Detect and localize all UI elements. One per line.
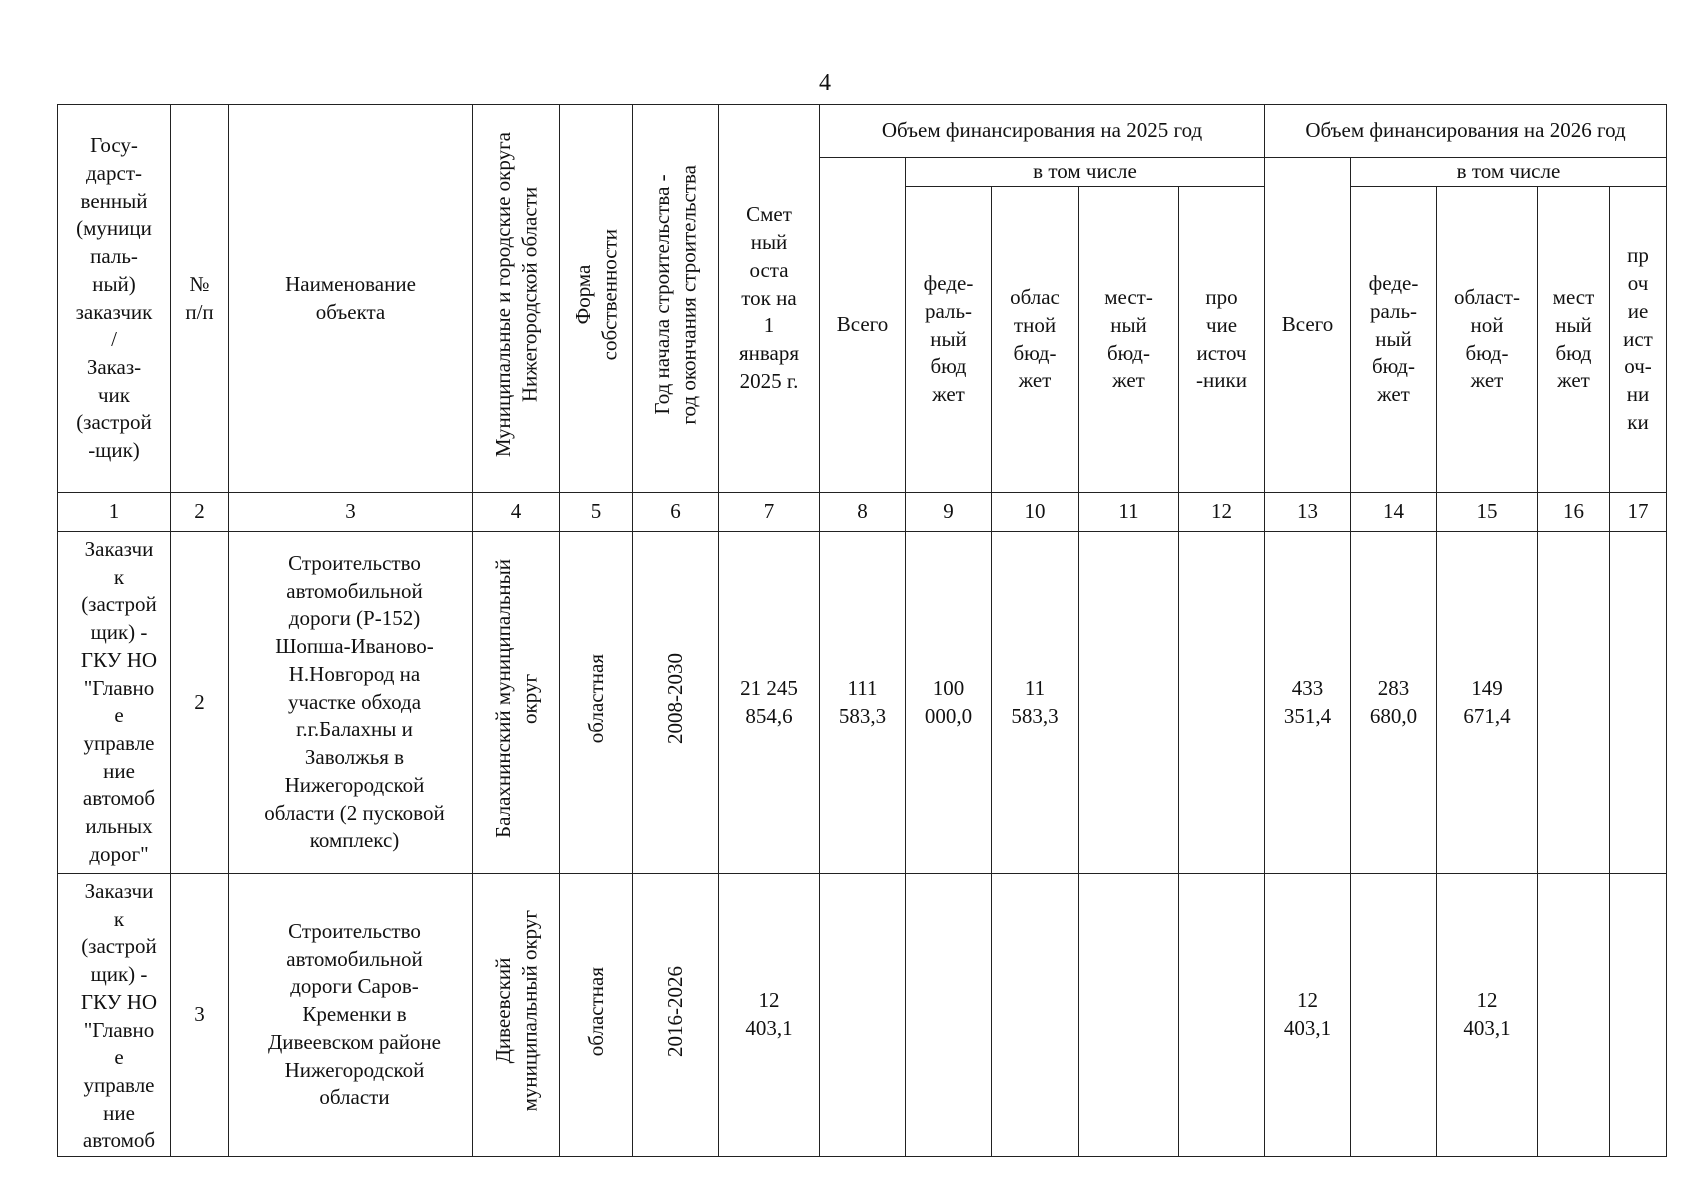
row-oth-2025 bbox=[1179, 874, 1265, 1157]
row-total-2026: 433 351,4 bbox=[1265, 532, 1351, 874]
header-total-2025: Всего bbox=[820, 158, 906, 493]
column-number: 4 bbox=[473, 493, 560, 532]
header-oth-2026: пр оч ие ист оч- ни ки bbox=[1610, 187, 1667, 493]
row-municipality-text: Балахнинский муниципальный округ bbox=[490, 559, 541, 839]
column-number: 7 bbox=[719, 493, 820, 532]
row-estimate: 12 403,1 bbox=[719, 874, 820, 1157]
header-ownership bbox=[560, 105, 633, 493]
row-loc-2025 bbox=[1079, 532, 1179, 874]
column-number: 12 bbox=[1179, 493, 1265, 532]
column-number: 2 bbox=[171, 493, 229, 532]
column-number: 6 bbox=[633, 493, 719, 532]
header-including-2026: в том числе bbox=[1351, 158, 1667, 187]
row-loc-2026 bbox=[1538, 874, 1610, 1157]
table-row bbox=[58, 532, 1667, 874]
row-oth-2025 bbox=[1179, 532, 1265, 874]
row-fed-2025: 100 000,0 bbox=[906, 532, 992, 874]
row-oth-2026 bbox=[1610, 874, 1667, 1157]
column-number: 1 bbox=[58, 493, 171, 532]
header-customer: Госу- дарст- венный (муници паль- ный) заказчик / Заказ- чик (застрой -щик) bbox=[58, 105, 171, 493]
row-fed-2026: 283 680,0 bbox=[1351, 532, 1437, 874]
header-row-group bbox=[58, 105, 1667, 158]
header-fed-2025: феде- раль- ный бюд жет bbox=[906, 187, 992, 493]
header-municipality-text: Муниципальные и городские округа Нижегородской области bbox=[490, 132, 541, 458]
column-number: 9 bbox=[906, 493, 992, 532]
row-total-2025 bbox=[820, 874, 906, 1157]
header-fed-2026: феде- раль- ный бюд- жет bbox=[1351, 187, 1437, 493]
row-reg-2025: 11 583,3 bbox=[992, 532, 1079, 874]
row-estimate: 21 245 854,6 bbox=[719, 532, 820, 874]
column-numbers-row bbox=[58, 493, 1667, 532]
header-estimate: Смет ный оста ток на 1 января 2025 г. bbox=[719, 105, 820, 493]
row-reg-2025 bbox=[992, 874, 1079, 1157]
row-ownership bbox=[560, 874, 633, 1157]
header-loc-2025: мест- ный бюд- жет bbox=[1079, 187, 1179, 493]
row-ownership-text: областная bbox=[583, 654, 608, 744]
table-row bbox=[58, 874, 1667, 1157]
row-customer: Заказчи к (застрой щик) - ГКУ НО "Главно е управле ние автомоб bbox=[58, 874, 171, 1157]
header-fin-2026: Объем финансирования на 2026 год bbox=[1265, 105, 1667, 158]
header-num: № п/п bbox=[171, 105, 229, 493]
column-number: 17 bbox=[1610, 493, 1667, 532]
header-years bbox=[633, 105, 719, 493]
row-fed-2026 bbox=[1351, 874, 1437, 1157]
row-years-text: 2008-2030 bbox=[663, 653, 688, 745]
row-municipality-text: Дивеевский муниципальный округ bbox=[490, 910, 541, 1112]
header-years-text: Год начала строительства - год окончания строительства bbox=[650, 164, 701, 425]
row-num: 2 bbox=[171, 532, 229, 874]
row-loc-2025 bbox=[1079, 874, 1179, 1157]
column-number: 10 bbox=[992, 493, 1079, 532]
row-num: 3 bbox=[171, 874, 229, 1157]
row-municipality bbox=[473, 874, 560, 1157]
row-reg-2026: 12 403,1 bbox=[1437, 874, 1538, 1157]
row-customer: Заказчи к (застрой щик) - ГКУ НО "Главно е управле ние автомоб ильных дорог" bbox=[58, 532, 171, 874]
page-number: 4 bbox=[819, 70, 831, 96]
header-reg-2025: облас тной бюд- жет bbox=[992, 187, 1079, 493]
header-total-2026: Всего bbox=[1265, 158, 1351, 493]
header-ownership-text: Форма собственности bbox=[570, 228, 621, 361]
row-years bbox=[633, 532, 719, 874]
row-total-2026: 12 403,1 bbox=[1265, 874, 1351, 1157]
column-number: 11 bbox=[1079, 493, 1179, 532]
row-years-text: 2016-2026 bbox=[663, 965, 688, 1057]
header-loc-2026: мест ный бюд жет bbox=[1538, 187, 1610, 493]
row-oth-2026 bbox=[1610, 532, 1667, 874]
column-number: 5 bbox=[560, 493, 633, 532]
financing-table bbox=[57, 104, 1667, 1157]
row-total-2025: 111 583,3 bbox=[820, 532, 906, 874]
header-oth-2025: про чие источ -ники bbox=[1179, 187, 1265, 493]
row-object-name: Строительство автомобильной дороги (Р-152) Шопша-Иваново- Н.Новгород на участке обхода г.г.Балахны и Заволжья в Нижегородской области (2 пусковой комплекс) bbox=[229, 532, 473, 874]
row-years bbox=[633, 874, 719, 1157]
row-ownership-text: областная bbox=[583, 966, 608, 1056]
column-number: 3 bbox=[229, 493, 473, 532]
row-object-name: Строительство автомобильной дороги Саров- Кременки в Дивеевском районе Нижегородской области bbox=[229, 874, 473, 1157]
header-reg-2026: област- ной бюд- жет bbox=[1437, 187, 1538, 493]
row-loc-2026 bbox=[1538, 532, 1610, 874]
column-number: 8 bbox=[820, 493, 906, 532]
header-including-2025: в том числе bbox=[906, 158, 1265, 187]
column-number: 13 bbox=[1265, 493, 1351, 532]
row-ownership bbox=[560, 532, 633, 874]
row-fed-2025 bbox=[906, 874, 992, 1157]
column-number: 14 bbox=[1351, 493, 1437, 532]
header-municipality bbox=[473, 105, 560, 493]
header-fin-2025: Объем финансирования на 2025 год bbox=[820, 105, 1265, 158]
column-number: 15 bbox=[1437, 493, 1538, 532]
column-number: 16 bbox=[1538, 493, 1610, 532]
row-municipality bbox=[473, 532, 560, 874]
header-object-name: Наименование объекта bbox=[229, 105, 473, 493]
row-reg-2026: 149 671,4 bbox=[1437, 532, 1538, 874]
